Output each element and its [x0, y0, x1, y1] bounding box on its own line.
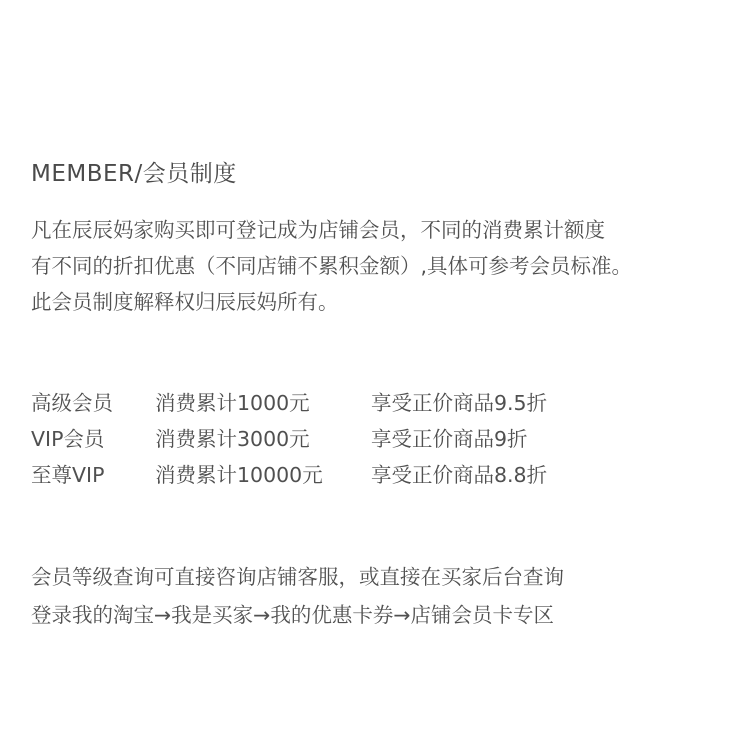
tier-level: VIP会员: [31, 427, 105, 451]
tier-benefit: 享受正价商品8.8折: [371, 463, 548, 487]
footer-line: 登录我的淘宝→我是买家→我的优惠卡券→店铺会员卡专区: [31, 603, 555, 627]
tier-benefit: 享受正价商品9折: [371, 427, 528, 451]
tier-spend: 消费累计10000元: [155, 463, 323, 487]
intro-line: 有不同的折扣优惠（不同店铺不累积金额）,具体可参考会员标准。: [31, 254, 633, 278]
tier-spend: 消费累计3000元: [155, 427, 310, 451]
tier-level: 至尊VIP: [31, 463, 105, 487]
intro-paragraph: [31, 212, 632, 320]
tier-level: 高级会员: [31, 391, 113, 415]
footer-line: 会员等级查询可直接咨询店铺客服，或直接在买家后台查询: [31, 565, 564, 589]
tier-row-vip: [31, 422, 731, 458]
tier-row-senior: [31, 386, 731, 422]
tier-spend: 消费累计1000元: [155, 391, 310, 415]
tier-benefit: 享受正价商品9.5折: [371, 391, 548, 415]
page-title: MEMBER/会员制度: [31, 161, 237, 187]
intro-line: 凡在辰辰妈家购买即可登记成为店铺会员，不同的消费累计额度: [31, 218, 605, 242]
tier-row-supreme-vip: [31, 458, 731, 494]
footer-note: [31, 558, 564, 634]
member-tier-table: [31, 386, 731, 494]
intro-line: 此会员制度解释权归辰辰妈所有。: [31, 290, 339, 314]
